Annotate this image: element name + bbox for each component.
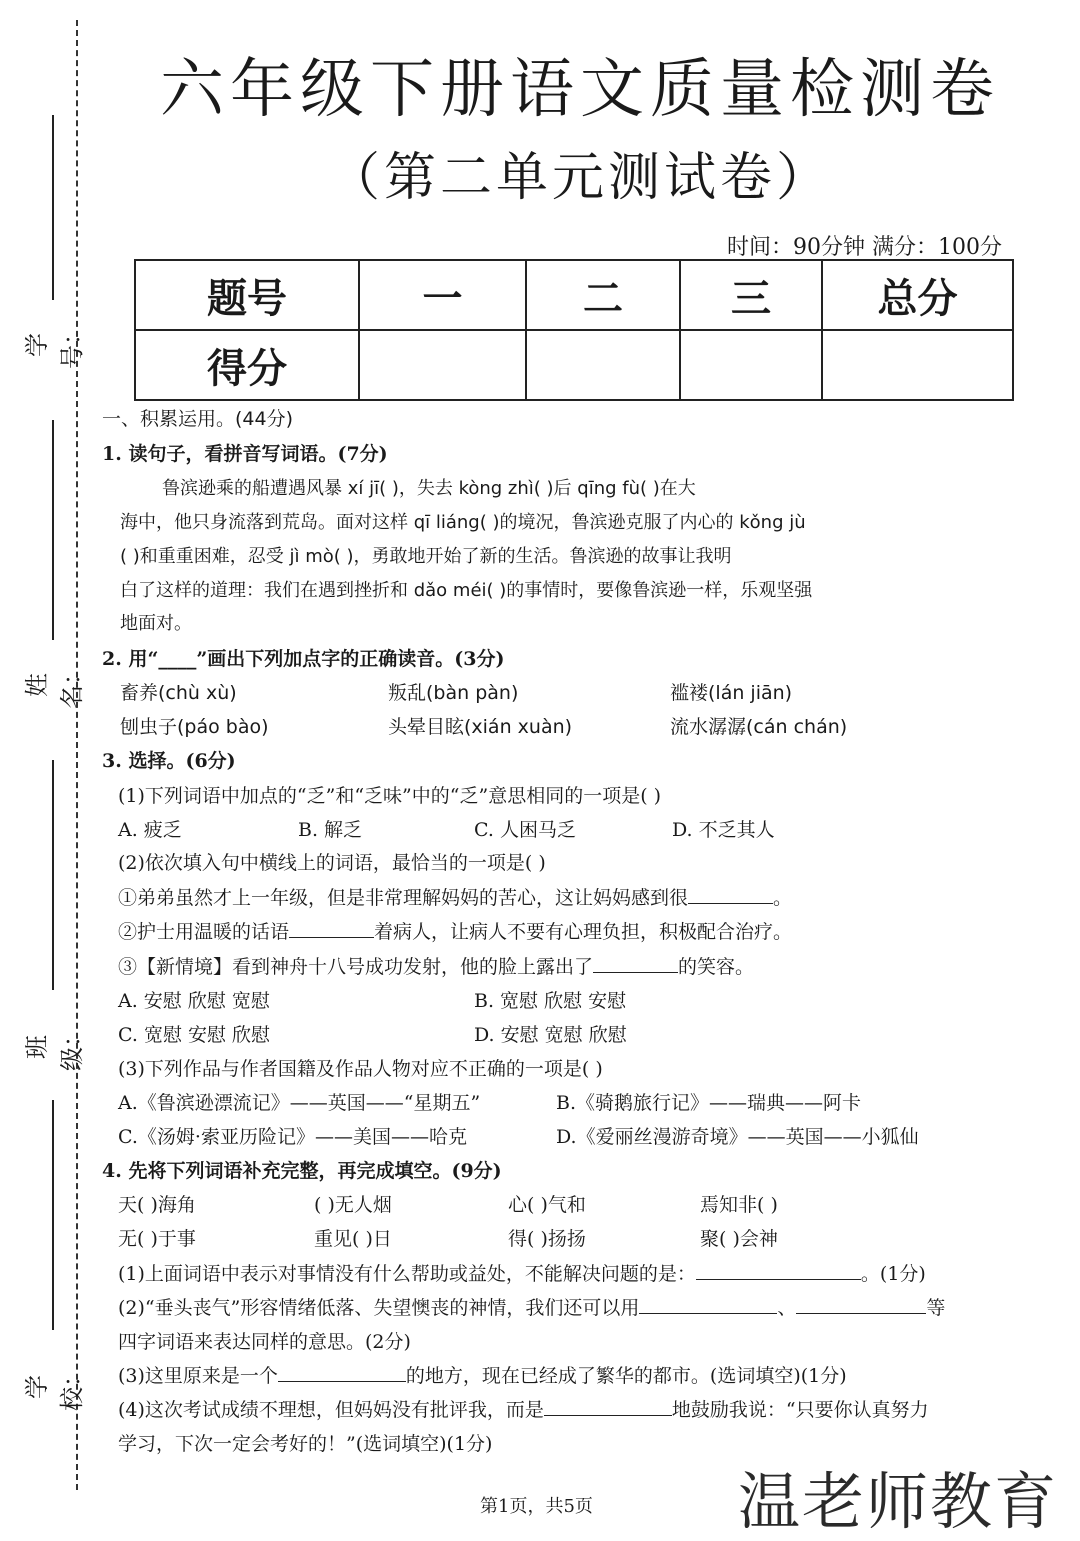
q3-sub-3: (3)下列作品与作者国籍及作品人物对应不正确的一项是( ): [118, 1058, 603, 1080]
q3-2-sentence-1: ①弟弟虽然才上一年级，但是非常理解妈妈的苦心，这让妈妈感到很 。: [118, 887, 793, 909]
q4-sub-2: (2)“垂头丧气”形容情绪低落、失望懊丧的神情，我们还可以用 、 等: [118, 1297, 946, 1319]
q4-idiom-1[interactable]: 天( )海角: [118, 1194, 196, 1216]
q4-1-blank[interactable]: [696, 1261, 861, 1280]
score-table: [134, 259, 1014, 401]
exam-title: 六年级下册语文质量检测卷: [160, 53, 1000, 127]
q4-3-blank[interactable]: [278, 1363, 406, 1382]
q1-line-1: 鲁滨逊乘的船遭遇风暴 xí jī( )，失去 kòng zhì( )后 qīng fù( )在大: [162, 478, 696, 499]
q2-title: 2. 用“____”画出下列加点字的正确读音。(3分): [102, 648, 505, 670]
score-cell-3[interactable]: [680, 330, 822, 400]
q3-1-option-d[interactable]: D. 不乏其人: [672, 819, 775, 841]
page-footer: 第1页，共5页: [480, 1496, 593, 1517]
q4-idiom-4[interactable]: 焉知非( ): [700, 1194, 778, 1216]
q2-item-b2: 头晕目眩(xián xuàn): [388, 716, 573, 738]
q4-title: 4. 先将下列词语补充完整，再完成填空。(9分): [102, 1160, 502, 1182]
q4-sub-2-cont: 四字词语来表达同样的意思。(2分): [118, 1331, 411, 1353]
score-cell-total[interactable]: [822, 330, 1013, 400]
q4-2-blank-1[interactable]: [639, 1295, 777, 1314]
q4-sub-1: (1)上面词语中表示对事情没有什么帮助或益处，不能解决问题的是： 。(1分): [118, 1263, 926, 1285]
header-question-number: 题号: [135, 260, 359, 330]
score-cell-2[interactable]: [526, 330, 680, 400]
student-id-line[interactable]: [52, 115, 54, 300]
q3-title: 3. 选择。(6分): [102, 750, 236, 772]
q4-idiom-3[interactable]: 心( )气和: [508, 1194, 586, 1216]
header-part-2: 二: [526, 260, 680, 330]
exam-subtitle: （第二单元测试卷）: [327, 148, 832, 208]
class-line[interactable]: [52, 760, 54, 990]
name-line[interactable]: [52, 420, 54, 640]
q3-2-sentence-2: ②护士用温暖的话语 着病人，让病人不要有心理负担，积极配合治疗。: [118, 921, 793, 943]
q4-2-blank-2[interactable]: [796, 1295, 926, 1314]
q4-sub-3: (3)这里原来是一个 的地方，现在已经成了繁华的都市。(选词填空)(1分): [118, 1365, 847, 1387]
q3-2-blank-3[interactable]: [593, 954, 678, 973]
q3-2-option-b[interactable]: B. 宽慰 欣慰 安慰: [474, 990, 627, 1012]
header-part-3: 三: [680, 260, 822, 330]
school-line[interactable]: [52, 1100, 54, 1330]
q2-item-b1: 刨虫子(páo bào): [120, 716, 269, 738]
q3-sub-2: (2)依次填入句中横线上的词语，最恰当的一项是( ): [118, 852, 546, 874]
q3-sub-1: (1)下列词语中加点的“乏”和“乏味”中的“乏”意思相同的一项是( ): [118, 785, 662, 807]
q2-item-b3: 流水潺潺(cán chán): [670, 716, 848, 738]
class-label: 班级：: [23, 1023, 86, 1071]
section-heading: 一、积累运用。(44分): [102, 408, 294, 430]
q3-3-option-b[interactable]: B.《骑鹅旅行记》——瑞典——阿卡: [556, 1092, 862, 1114]
q3-2-option-a[interactable]: A. 安慰 欣慰 宽慰: [118, 990, 270, 1012]
q1-line-3: ( )和重重困难，忍受 jì mò( )，勇敢地开始了新的生活。鲁滨逊的故事让我明: [120, 546, 732, 567]
q3-1-option-b[interactable]: B. 解乏: [298, 819, 363, 841]
header-total: 总分: [822, 260, 1013, 330]
q1-line-2: 海中，他只身流落到荒岛。面对这样 qī liáng( )的境况，鲁滨逊克服了内心的 kǒng jù: [120, 512, 806, 533]
q4-idiom-5[interactable]: 无( )于事: [118, 1228, 196, 1250]
q3-2-option-c[interactable]: C. 宽慰 安慰 欣慰: [118, 1024, 271, 1046]
q3-2-sentence-3: ③【新情境】看到神舟十八号成功发射，他的脸上露出了 的笑容。: [118, 956, 755, 978]
q1-line-5: 地面对。: [120, 613, 192, 634]
q3-2-blank-2[interactable]: [289, 919, 374, 938]
q3-3-option-c[interactable]: C.《汤姆·索亚历险记》——美国——哈克: [118, 1126, 467, 1148]
q3-3-option-d[interactable]: D.《爱丽丝漫游奇境》——英国——小狐仙: [556, 1126, 919, 1148]
q4-idiom-8[interactable]: 聚( )会神: [700, 1228, 778, 1250]
q3-1-option-a[interactable]: A. 疲乏: [118, 819, 182, 841]
score-cell-1[interactable]: [359, 330, 526, 400]
q2-item-a2: 叛乱(bàn pàn): [388, 682, 519, 704]
row-score-label: 得分: [135, 330, 359, 400]
q3-2-blank-1[interactable]: [688, 885, 773, 904]
student-id-label: 学号：: [23, 321, 86, 369]
q1-line-4: 白了这样的道理：我们在遇到挫折和 dǎo méi( )的事情时，要像鲁滨逊一样，乐观坚强: [120, 580, 813, 601]
name-label: 姓名：: [23, 661, 86, 709]
school-label: 学校：: [23, 1363, 86, 1411]
q2-item-a1: 畜养(chù xù): [120, 682, 237, 704]
time-info: 时间：90分钟 满分：100分: [727, 235, 1002, 260]
q3-1-option-c[interactable]: C. 人困马乏: [474, 819, 576, 841]
q4-sub-4-cont: 学习，下次一定会考好的！”(选词填空)(1分): [118, 1433, 493, 1455]
q2-item-a3: 褴褛(lán jiān): [670, 682, 793, 704]
q3-2-option-d[interactable]: D. 安慰 宽慰 欣慰: [474, 1024, 627, 1046]
q3-3-option-a[interactable]: A.《鲁滨逊漂流记》——英国——“星期五”: [118, 1092, 481, 1114]
q4-idiom-7[interactable]: 得( )扬扬: [508, 1228, 586, 1250]
binding-dashed-line: [76, 20, 78, 1490]
watermark: 温老师教育: [738, 1465, 1059, 1538]
q4-idiom-2[interactable]: ( )无人烟: [314, 1194, 392, 1216]
header-part-1: 一: [359, 260, 526, 330]
q1-title: 1. 读句子，看拼音写词语。(7分): [102, 443, 388, 465]
q4-sub-4: (4)这次考试成绩不理想，但妈妈没有批评我，而是 地鼓励我说：“只要你认真努力: [118, 1399, 929, 1421]
q4-idiom-6[interactable]: 重见( )日: [314, 1228, 392, 1250]
q4-4-blank[interactable]: [544, 1397, 672, 1416]
